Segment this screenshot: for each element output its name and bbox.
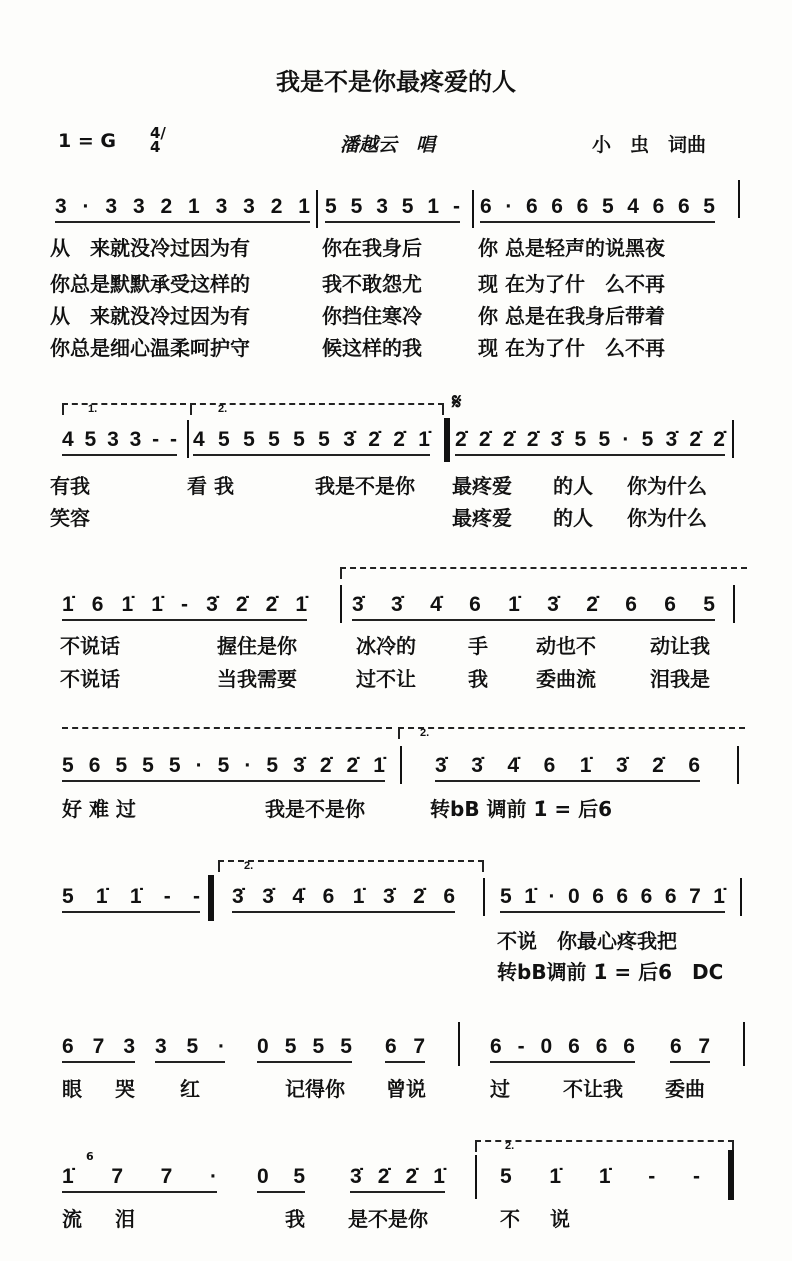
note: 2 xyxy=(270,195,283,218)
measure-group xyxy=(62,1165,217,1193)
note: 5 xyxy=(168,754,181,777)
lyric: 不说话 xyxy=(60,667,120,691)
note: 1 xyxy=(188,195,200,218)
volta-label: 2. xyxy=(218,403,228,415)
lyric: 你挡住寒冷 xyxy=(322,304,422,328)
singer-credit: 潘越云 唱 xyxy=(340,134,436,156)
note: 6 xyxy=(551,195,563,218)
note: 3̇ xyxy=(262,885,274,908)
note: 6 xyxy=(664,885,677,908)
lyric: 的人 xyxy=(553,474,593,498)
note: - xyxy=(517,1035,525,1058)
note: 1̇ xyxy=(524,885,536,908)
final-barline xyxy=(728,1150,734,1200)
measure xyxy=(193,428,430,456)
note: 6 xyxy=(670,1035,682,1058)
note: 1̇ xyxy=(579,754,592,777)
segno-icon: 𝄋 xyxy=(452,390,462,415)
note: 3 xyxy=(132,195,145,218)
note: - xyxy=(693,1165,700,1188)
volta-bracket-2 xyxy=(190,403,444,415)
lyric: 是不是你 xyxy=(348,1207,428,1231)
lyric: 你总是细心温柔呵护守 xyxy=(50,336,250,360)
measure-group xyxy=(385,1035,425,1063)
lyric: 不 xyxy=(500,1207,520,1231)
note: - xyxy=(648,1165,656,1188)
note: 5 xyxy=(601,195,614,218)
lyric: 手 xyxy=(468,634,488,658)
dc-instruction: 转bB调前 1̇ = 后6 DC xyxy=(497,960,724,984)
note: 2̇ xyxy=(652,754,664,777)
note: 1̇ xyxy=(598,1165,611,1188)
note: 5 xyxy=(115,754,128,777)
note: 7 xyxy=(698,1035,710,1058)
note: 5 xyxy=(318,428,330,451)
note: 1̇ xyxy=(121,593,134,616)
lyric: 最疼爱 xyxy=(452,506,512,530)
note: 5 xyxy=(293,428,305,451)
note: 0 xyxy=(567,885,580,908)
note: 2̇ xyxy=(502,428,515,451)
note: 1̇ xyxy=(508,593,520,616)
lyric: 红 xyxy=(180,1077,200,1101)
lyric: 握住是你 xyxy=(217,634,297,658)
note: 2̇ xyxy=(377,1165,390,1188)
lyric: 动让我 xyxy=(650,634,710,658)
note: 4̇ xyxy=(507,754,520,777)
barline xyxy=(475,1155,477,1199)
barline xyxy=(400,746,402,784)
measure xyxy=(325,195,460,223)
lyric: 看 我 xyxy=(187,474,234,498)
note: 3̇ xyxy=(352,593,364,616)
lyric: 不说话 xyxy=(60,634,120,658)
key-change-note: 转bB 调前 1̇ = 后6 xyxy=(430,797,613,821)
barline xyxy=(187,420,189,458)
note: 4 xyxy=(193,428,205,451)
lyric: 冰冷的 xyxy=(356,634,416,658)
note: 3̇ xyxy=(665,428,678,451)
note: 5 xyxy=(84,428,97,451)
note: 6 xyxy=(616,885,629,908)
lyric: 我是不是你 xyxy=(315,474,415,498)
key-signature: 1 = G xyxy=(58,130,116,152)
barline xyxy=(733,585,735,623)
note: 3 xyxy=(155,1035,167,1058)
lyric: 我是不是你 xyxy=(265,797,365,821)
measure-group xyxy=(670,1035,710,1063)
note: 5 xyxy=(268,428,280,451)
note: - xyxy=(452,195,460,218)
lyric: 过不让 xyxy=(356,667,416,691)
note: 5 xyxy=(703,195,715,218)
barline xyxy=(472,190,474,228)
note: 2̇ xyxy=(526,428,539,451)
note: 3 xyxy=(105,195,118,218)
note: 3̇ xyxy=(547,593,559,616)
note: 4 xyxy=(62,428,74,451)
note: 1 xyxy=(427,195,440,218)
note: 2̇ xyxy=(393,428,405,451)
note: 5 xyxy=(641,428,654,451)
volta-bracket xyxy=(62,727,392,739)
note: 1̇ xyxy=(433,1165,445,1188)
note: 3 xyxy=(129,428,142,451)
note: 6 xyxy=(625,593,637,616)
note: 1̇ xyxy=(373,754,385,777)
note: 1̇ xyxy=(151,593,163,616)
note: 2̇ xyxy=(319,754,332,777)
measure-group xyxy=(350,1165,445,1193)
barline xyxy=(737,746,739,784)
note: 0 xyxy=(257,1035,269,1058)
lyric: 现 在为了什 么不再 xyxy=(478,272,665,296)
note: 5 xyxy=(703,593,715,616)
note: 6 xyxy=(490,1035,502,1058)
note: 2̇ xyxy=(478,428,491,451)
note: 5 xyxy=(218,428,230,451)
note: 3̇ xyxy=(232,885,244,908)
note: 3 xyxy=(123,1035,135,1058)
note: 6 xyxy=(443,885,455,908)
volta-bracket-2 xyxy=(398,727,745,739)
note: 1 xyxy=(298,195,310,218)
lyric: 说 xyxy=(550,1207,570,1231)
measure xyxy=(232,885,455,913)
volta-bracket xyxy=(340,567,747,579)
volta-label: 1. xyxy=(88,403,98,415)
measure-group xyxy=(257,1165,305,1193)
note: 6 xyxy=(623,1035,635,1058)
note: 6 xyxy=(543,754,556,777)
note: 5 xyxy=(340,1035,352,1058)
note: 5 xyxy=(293,1165,305,1188)
note: 5 xyxy=(325,195,337,218)
measure xyxy=(480,195,715,223)
lyric: 你为什么 xyxy=(627,474,707,498)
measure xyxy=(62,885,200,913)
note: · xyxy=(622,428,630,451)
note: 3 xyxy=(243,195,255,218)
repeat-barline xyxy=(208,875,214,921)
note: · xyxy=(82,195,90,218)
note: · xyxy=(548,885,556,908)
note: 3̇ xyxy=(550,428,563,451)
note: 6 xyxy=(664,593,676,616)
note: 4̇ xyxy=(430,593,442,616)
lyric: 眼 xyxy=(62,1077,82,1101)
barline xyxy=(743,1022,745,1066)
note: 7 xyxy=(111,1165,124,1188)
lyric: 好 难 过 xyxy=(62,797,136,821)
note: 6 xyxy=(652,195,665,218)
note: 5 xyxy=(62,754,74,777)
lyric: 你 总是在我身后带着 xyxy=(478,304,665,328)
lyric: 曾说 xyxy=(386,1077,426,1101)
lyric: 不说 你最心疼我把 xyxy=(497,929,677,953)
note: 5 xyxy=(574,428,587,451)
note: 1̇ xyxy=(713,885,725,908)
note: 6 xyxy=(688,754,700,777)
note: 6 xyxy=(595,1035,608,1058)
barline xyxy=(738,180,740,218)
measure xyxy=(62,428,177,456)
lyric: 我 xyxy=(468,667,488,691)
note: · xyxy=(505,195,513,218)
lyric: 现 在为了什 么不再 xyxy=(478,336,665,360)
measure xyxy=(435,754,700,782)
note: · xyxy=(209,1165,217,1188)
note: 2̇ xyxy=(405,1165,418,1188)
note: 3 xyxy=(215,195,228,218)
note: 5 xyxy=(62,885,74,908)
note: 6 xyxy=(469,593,481,616)
note: 1̇ xyxy=(129,885,142,908)
note: 2̇ xyxy=(368,428,380,451)
volta-bracket-1 xyxy=(62,403,186,415)
note: 1̇ xyxy=(295,593,307,616)
note: 3̇ xyxy=(206,593,218,616)
lyric: 候这样的我 xyxy=(322,336,422,360)
note: · xyxy=(218,1035,225,1058)
note: 2̇ xyxy=(413,885,425,908)
lyric: 哭 xyxy=(115,1077,135,1101)
lyric: 你在我身后 xyxy=(322,236,422,260)
time-signature: 4/4 xyxy=(150,124,166,156)
note: 1̇ xyxy=(62,1165,74,1188)
note: 6 xyxy=(677,195,690,218)
barline xyxy=(483,878,485,916)
note: 3̇ xyxy=(471,754,483,777)
volta-label: 2. xyxy=(420,727,430,739)
composer-credit: 小 虫 词曲 xyxy=(592,134,707,156)
note: 6 xyxy=(91,593,104,616)
note: - xyxy=(181,593,188,616)
note: 5 xyxy=(401,195,414,218)
note: 1̇ xyxy=(62,593,74,616)
note: 6 xyxy=(568,1035,580,1058)
lyric: 笑容 xyxy=(50,506,90,530)
lyric: 记得你 xyxy=(285,1077,345,1101)
measure xyxy=(62,593,307,621)
lyric: 当我需要 xyxy=(217,667,297,691)
grace-note: 6 xyxy=(86,1150,94,1163)
lyric: 有我 xyxy=(50,474,90,498)
note: 6 xyxy=(592,885,604,908)
note: · xyxy=(244,754,252,777)
note: 4̇ xyxy=(292,885,305,908)
note: 5 xyxy=(142,754,154,777)
note: 5 xyxy=(186,1035,199,1058)
note: 2̇ xyxy=(265,593,278,616)
note: 2̇ xyxy=(346,754,359,777)
lyric: 从 来就没冷过因为有 xyxy=(50,304,250,328)
note: 3̇ xyxy=(435,754,447,777)
note: - xyxy=(169,428,177,451)
note: - xyxy=(163,885,171,908)
note: 2̇ xyxy=(235,593,248,616)
barline xyxy=(316,190,318,228)
note: 3̇ xyxy=(343,428,355,451)
lyric: 你为什么 xyxy=(627,506,707,530)
note: - xyxy=(152,428,160,451)
lyric: 你 总是轻声的说黑夜 xyxy=(478,236,665,260)
note: 4 xyxy=(627,195,639,218)
volta-label: 2. xyxy=(244,860,254,872)
note: 5 xyxy=(266,754,279,777)
note: 3 xyxy=(107,428,119,451)
measure-group xyxy=(62,1035,135,1063)
note: 3 xyxy=(376,195,388,218)
note: 5 xyxy=(500,1165,512,1188)
measure-group xyxy=(155,1035,225,1063)
note: 3̇ xyxy=(391,593,403,616)
note: 7 xyxy=(689,885,701,908)
note: 1̇ xyxy=(95,885,108,908)
note: 6 xyxy=(640,885,653,908)
note: 1̇ xyxy=(418,428,430,451)
note: 3̇ xyxy=(293,754,305,777)
lyric: 你总是默默承受这样的 xyxy=(50,272,250,296)
barline xyxy=(340,585,342,623)
volta-bracket-2 xyxy=(218,860,484,872)
note: 7 xyxy=(160,1165,173,1188)
note: 6 xyxy=(322,885,335,908)
lyric: 最疼爱 xyxy=(452,474,512,498)
lyric: 泪我是 xyxy=(650,667,710,691)
lyric: 动也不 xyxy=(536,634,596,658)
note: 5 xyxy=(500,885,512,908)
lyric: 委曲流 xyxy=(536,667,596,691)
note: 5 xyxy=(243,428,255,451)
note: 2 xyxy=(160,195,173,218)
volta-label: 2. xyxy=(505,1140,515,1152)
lyric: 流 xyxy=(62,1207,82,1231)
note: 5 xyxy=(350,195,363,218)
note: 5 xyxy=(284,1035,297,1058)
note: 0 xyxy=(540,1035,553,1058)
lyric: 的人 xyxy=(553,506,593,530)
barline xyxy=(458,1022,460,1066)
note: 3̇ xyxy=(382,885,395,908)
measure xyxy=(500,1165,700,1191)
note: 3 xyxy=(55,195,67,218)
note: 6 xyxy=(385,1035,397,1058)
measure xyxy=(55,195,310,223)
lyric: 不让我 xyxy=(563,1077,623,1101)
note: 2̇ xyxy=(586,593,598,616)
lyric: 过 xyxy=(490,1077,510,1101)
note: 6 xyxy=(62,1035,74,1058)
note: 2̇ xyxy=(689,428,702,451)
measure-group xyxy=(257,1035,352,1063)
note: 7 xyxy=(92,1035,105,1058)
barline xyxy=(732,420,734,458)
note: 0 xyxy=(257,1165,269,1188)
lyric: 我 xyxy=(285,1207,305,1231)
note: 5 xyxy=(598,428,611,451)
lyric: 泪 xyxy=(115,1207,135,1231)
note: 6 xyxy=(88,754,101,777)
note: 7 xyxy=(413,1035,425,1058)
note: 3̇ xyxy=(615,754,628,777)
measure-group xyxy=(490,1035,635,1063)
song-title: 我是不是你最疼爱的人 xyxy=(276,68,516,96)
repeat-barline xyxy=(444,418,450,462)
note: 5 xyxy=(312,1035,325,1058)
note: 2̇ xyxy=(455,428,467,451)
lyric: 委曲 xyxy=(665,1077,705,1101)
note: 6 xyxy=(576,195,589,218)
note: 6 xyxy=(480,195,492,218)
measure xyxy=(500,885,725,913)
measure xyxy=(352,593,715,621)
note: 2̇ xyxy=(713,428,725,451)
lyric: 从 来就没冷过因为有 xyxy=(50,236,250,260)
note: 5 xyxy=(217,754,230,777)
measure xyxy=(455,428,725,456)
note: · xyxy=(195,754,203,777)
note: - xyxy=(193,885,200,908)
barline xyxy=(740,878,742,916)
lyric: 我不敢怨尤 xyxy=(322,272,422,296)
note: 6 xyxy=(525,195,538,218)
note: 3̇ xyxy=(350,1165,362,1188)
note: 1̇ xyxy=(549,1165,562,1188)
note: 1̇ xyxy=(352,885,365,908)
measure xyxy=(62,754,385,782)
